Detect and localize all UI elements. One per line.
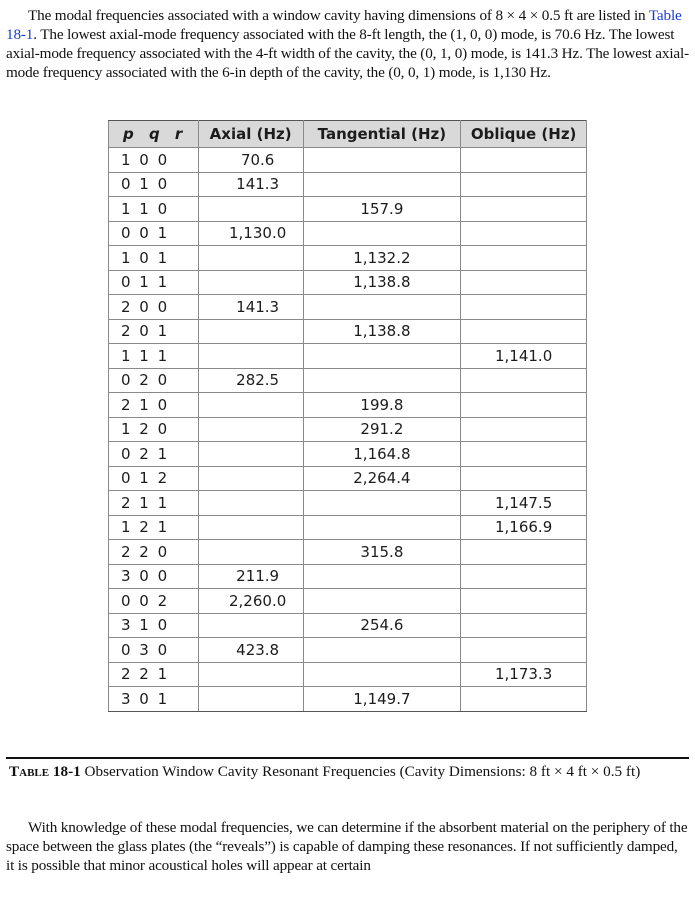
table-header-row bbox=[109, 121, 587, 148]
table-caption bbox=[9, 763, 689, 781]
cell-pqr: 0 1 2 bbox=[109, 466, 199, 491]
cell-pqr: 3 1 0 bbox=[109, 613, 199, 638]
cell-tangential: 1,138.8 bbox=[303, 270, 461, 295]
cell-axial bbox=[198, 197, 303, 222]
table-row bbox=[109, 589, 587, 614]
table-row bbox=[109, 246, 587, 271]
table-row bbox=[109, 662, 587, 687]
table-row bbox=[109, 613, 587, 638]
table-row bbox=[109, 295, 587, 320]
cell-tangential: 157.9 bbox=[303, 197, 461, 222]
cell-pqr: 2 2 1 bbox=[109, 662, 199, 687]
caption-text: Observation Window Cavity Resonant Frequencies (Cavity Dimensions: 8 ft × 4 ft × 0.5 ft) bbox=[80, 763, 641, 780]
cell-oblique bbox=[461, 442, 587, 467]
table-row bbox=[109, 442, 587, 467]
cell-oblique bbox=[461, 368, 587, 393]
table-row bbox=[109, 172, 587, 197]
cell-tangential bbox=[303, 344, 461, 369]
cell-axial bbox=[198, 491, 303, 516]
cell-pqr: 1 0 0 bbox=[109, 148, 199, 173]
cell-tangential: 199.8 bbox=[303, 393, 461, 418]
table-row bbox=[109, 417, 587, 442]
cell-pqr: 1 2 0 bbox=[109, 417, 199, 442]
cell-oblique bbox=[461, 687, 587, 712]
cell-tangential bbox=[303, 491, 461, 516]
intro-paragraph bbox=[6, 6, 689, 82]
table-row bbox=[109, 344, 587, 369]
cell-tangential bbox=[303, 515, 461, 540]
cell-oblique bbox=[461, 466, 587, 491]
cell-axial: 211.9 bbox=[198, 564, 303, 589]
cell-axial: 70.6 bbox=[198, 148, 303, 173]
table-row bbox=[109, 270, 587, 295]
cell-pqr: 3 0 0 bbox=[109, 564, 199, 589]
cell-axial bbox=[198, 687, 303, 712]
cell-axial bbox=[198, 662, 303, 687]
table-row bbox=[109, 393, 587, 418]
table-row bbox=[109, 466, 587, 491]
cell-oblique bbox=[461, 172, 587, 197]
cell-axial: 282.5 bbox=[198, 368, 303, 393]
cell-pqr: 0 0 1 bbox=[109, 221, 199, 246]
cell-axial bbox=[198, 344, 303, 369]
table-reference-link[interactable]: Table 18-1 bbox=[6, 7, 682, 43]
table-row bbox=[109, 197, 587, 222]
table-row bbox=[109, 564, 587, 589]
cell-pqr: 2 1 1 bbox=[109, 491, 199, 516]
table-row bbox=[109, 687, 587, 712]
cell-oblique bbox=[461, 319, 587, 344]
cell-oblique bbox=[461, 295, 587, 320]
table-row bbox=[109, 515, 587, 540]
table-row bbox=[109, 148, 587, 173]
table-row bbox=[109, 540, 587, 565]
cell-tangential: 1,149.7 bbox=[303, 687, 461, 712]
cell-pqr: 2 2 0 bbox=[109, 540, 199, 565]
intro-text-1: The modal frequencies associated with a window cavity having dimensions of 8 × 4 × 0.5 ft are listed in bbox=[28, 7, 649, 24]
cell-axial: 423.8 bbox=[198, 638, 303, 663]
cell-pqr: 0 1 1 bbox=[109, 270, 199, 295]
cell-tangential: 254.6 bbox=[303, 613, 461, 638]
cell-tangential bbox=[303, 295, 461, 320]
cell-tangential bbox=[303, 148, 461, 173]
table-row bbox=[109, 368, 587, 393]
cell-axial bbox=[198, 417, 303, 442]
cell-oblique: 1,147.5 bbox=[461, 491, 587, 516]
cell-oblique bbox=[461, 540, 587, 565]
table-body bbox=[109, 148, 587, 712]
cell-tangential bbox=[303, 564, 461, 589]
cell-oblique bbox=[461, 148, 587, 173]
cell-pqr: 1 1 1 bbox=[109, 344, 199, 369]
cell-oblique: 1,141.0 bbox=[461, 344, 587, 369]
cell-tangential bbox=[303, 638, 461, 663]
cell-pqr: 2 0 1 bbox=[109, 319, 199, 344]
header-tangential: Tangential (Hz) bbox=[303, 121, 461, 148]
cell-tangential bbox=[303, 589, 461, 614]
cell-pqr: 1 0 1 bbox=[109, 246, 199, 271]
header-oblique: Oblique (Hz) bbox=[461, 121, 587, 148]
cell-tangential: 2,264.4 bbox=[303, 466, 461, 491]
cell-pqr: 0 1 0 bbox=[109, 172, 199, 197]
cell-axial bbox=[198, 270, 303, 295]
table-row bbox=[109, 221, 587, 246]
cell-tangential: 315.8 bbox=[303, 540, 461, 565]
cell-oblique bbox=[461, 270, 587, 295]
cell-pqr: 1 2 1 bbox=[109, 515, 199, 540]
modal-frequency-table bbox=[108, 120, 587, 712]
cell-pqr: 2 1 0 bbox=[109, 393, 199, 418]
cell-pqr: 0 2 1 bbox=[109, 442, 199, 467]
cell-oblique bbox=[461, 393, 587, 418]
header-pqr: p q r bbox=[109, 121, 199, 148]
table-row bbox=[109, 638, 587, 663]
cell-oblique bbox=[461, 564, 587, 589]
cell-oblique bbox=[461, 638, 587, 663]
table-row bbox=[109, 319, 587, 344]
cell-tangential: 1,138.8 bbox=[303, 319, 461, 344]
cell-oblique bbox=[461, 613, 587, 638]
cell-oblique: 1,173.3 bbox=[461, 662, 587, 687]
intro-text-2: . The lowest axial-mode frequency associated with the 8-ft length, the (1, 0, 0) mode, is 70.6 Hz. The lowest axial-mode frequency associated with the 4-ft width of the cavity, the (0, 1, 0) mode, is 141.3 Hz. The lowest axial-mode frequency associated with the 6-in depth of the cavity, the (0, 0, 1) mode, is 1,130 Hz. bbox=[6, 26, 689, 81]
cell-tangential bbox=[303, 368, 461, 393]
cell-axial bbox=[198, 393, 303, 418]
cell-tangential: 291.2 bbox=[303, 417, 461, 442]
cell-axial: 141.3 bbox=[198, 295, 303, 320]
cell-oblique bbox=[461, 197, 587, 222]
cell-axial bbox=[198, 442, 303, 467]
cell-oblique: 1,166.9 bbox=[461, 515, 587, 540]
cell-pqr: 0 0 2 bbox=[109, 589, 199, 614]
cell-tangential: 1,164.8 bbox=[303, 442, 461, 467]
cell-pqr: 0 2 0 bbox=[109, 368, 199, 393]
cell-tangential: 1,132.2 bbox=[303, 246, 461, 271]
cell-oblique bbox=[461, 417, 587, 442]
cell-oblique bbox=[461, 589, 587, 614]
cell-axial: 1,130.0 bbox=[198, 221, 303, 246]
cell-pqr: 3 0 1 bbox=[109, 687, 199, 712]
caption-label: Table 18-1 bbox=[9, 763, 81, 780]
cell-pqr: 2 0 0 bbox=[109, 295, 199, 320]
cell-oblique bbox=[461, 221, 587, 246]
cell-axial bbox=[198, 246, 303, 271]
cell-axial bbox=[198, 466, 303, 491]
cell-axial: 141.3 bbox=[198, 172, 303, 197]
table-row bbox=[109, 491, 587, 516]
cell-axial bbox=[198, 540, 303, 565]
cell-tangential bbox=[303, 221, 461, 246]
cell-axial bbox=[198, 319, 303, 344]
cell-axial bbox=[198, 613, 303, 638]
cell-pqr: 0 3 0 bbox=[109, 638, 199, 663]
cell-axial bbox=[198, 515, 303, 540]
cell-tangential bbox=[303, 172, 461, 197]
cell-pqr: 1 1 0 bbox=[109, 197, 199, 222]
body-paragraph: With knowledge of these modal frequencies, we can determine if the absorbent material on the periphery of the space between the glass plates (the “reveals”) is capable of damping these resonances. If not sufficiently damped, it is possible that minor acoustical holes will appear at certain bbox=[6, 819, 688, 874]
cell-axial: 2,260.0 bbox=[198, 589, 303, 614]
header-axial: Axial (Hz) bbox=[198, 121, 303, 148]
cell-oblique bbox=[461, 246, 587, 271]
caption-rule bbox=[6, 757, 689, 759]
cell-tangential bbox=[303, 662, 461, 687]
